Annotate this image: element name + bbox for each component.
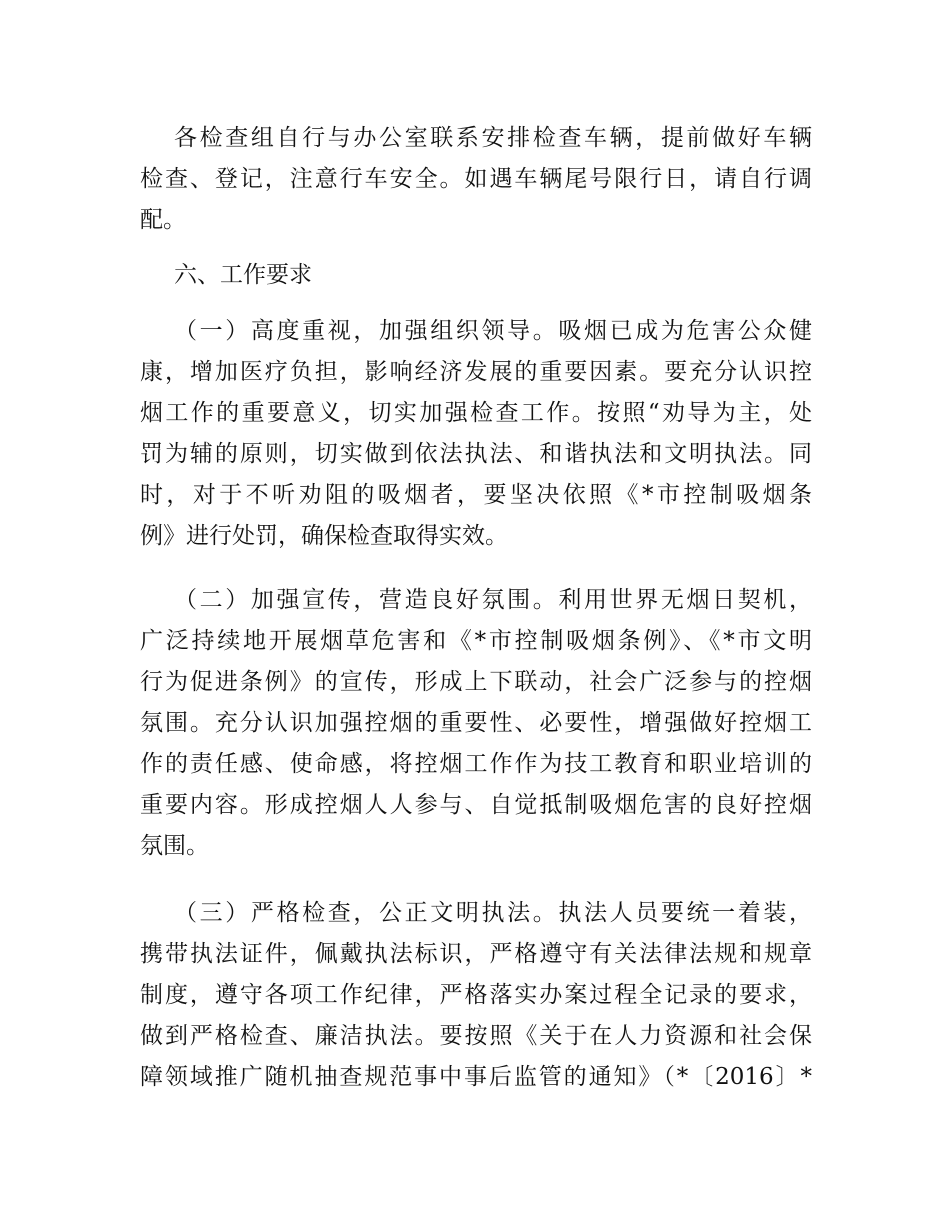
text-line: 制度，遵守各项工作纪律，严格落实办案过程全记录的要求， <box>140 982 812 1008</box>
text-line: （二）加强宣传，营造良好氛围。利用世界无烟日契机， <box>174 587 812 613</box>
paragraph-requirement-1 <box>140 311 812 557</box>
text-line: （三）严格检查，公正文明执法。执法人员要统一着装， <box>174 900 812 926</box>
text-line: 各检查组自行与办公室联系安排检查车辆，提前做好车辆 <box>174 125 812 151</box>
section-heading <box>140 255 812 296</box>
text-line: 氛围。充分认识加强控烟的重要性、必要性，增强做好控烟工 <box>140 710 812 736</box>
paragraph-requirement-3 <box>140 893 812 1098</box>
text-line: 烟工作的重要意义，切实加强检查工作。按照“劝导为主，处 <box>140 400 812 426</box>
text-line: 携带执法证件，佩戴执法标识，严格遵守有关法律法规和规章 <box>140 941 812 967</box>
paragraph-requirement-2 <box>140 580 812 867</box>
text-line: （一）高度重视，加强组织领导。吸烟已成为危害公众健 <box>174 318 812 344</box>
text-line: 氛围。 <box>140 833 209 859</box>
text-line: 行为促进条例》的宣传，形成上下联动，社会广泛参与的控烟 <box>140 669 812 695</box>
heading-text: 六、工作要求 <box>174 262 312 288</box>
text-line: 重要内容。形成控烟人人参与、自觉抵制吸烟危害的良好控烟 <box>140 792 812 818</box>
text-line: 罚为辅的原则，切实做到依法执法、和谐执法和文明执法。同 <box>140 441 812 467</box>
text-line: 广泛持续地开展烟草危害和《*市控制吸烟条例》、《*市文明 <box>140 628 812 654</box>
text-line: 检查、登记，注意行车安全。如遇车辆尾号限行日，请自行调 <box>140 166 812 192</box>
text-line: 作的责任感、使命感，将控烟工作作为技工教育和职业培训的 <box>140 751 812 777</box>
text-line: 配。 <box>140 207 186 233</box>
paragraph-vehicle-arrangement <box>140 118 812 241</box>
text-line: 障领域推广随机抽查规范事中事后监管的通知》（*〔2016〕* <box>140 1064 812 1090</box>
text-line: 例》进行处罚，确保检查取得实效。 <box>140 523 508 549</box>
text-line: 做到严格检查、廉洁执法。要按照《关于在人力资源和社会保 <box>140 1023 812 1049</box>
text-line: 时，对于不听劝阻的吸烟者，要坚决依照《*市控制吸烟条 <box>140 482 812 508</box>
text-line: 康，增加医疗负担，影响经济发展的重要因素。要充分认识控 <box>140 359 812 385</box>
